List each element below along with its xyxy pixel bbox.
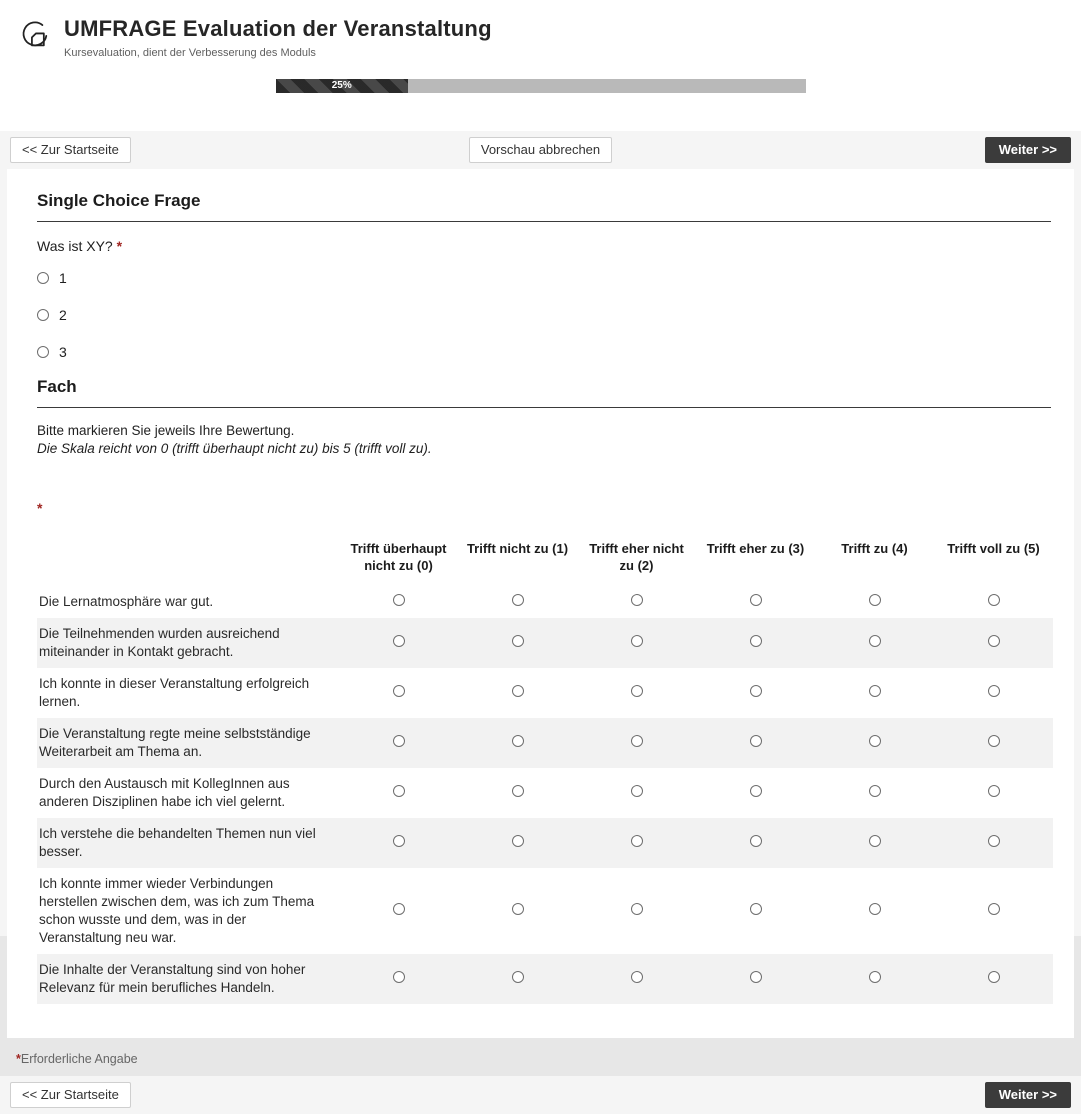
matrix-answer-cell bbox=[339, 768, 458, 818]
matrix-column-header: Trifft eher zu (3) bbox=[706, 541, 805, 556]
group-title: Single Choice Frage bbox=[37, 191, 1051, 222]
group-fach bbox=[30, 377, 1051, 1004]
matrix-row-label: Ich verstehe die behandelten Themen nun viel besser. bbox=[39, 826, 316, 859]
radio-option-row bbox=[37, 265, 1051, 291]
matrix-answer-cell bbox=[815, 768, 934, 818]
radio-button-icon[interactable] bbox=[631, 971, 643, 983]
radio-button-icon[interactable] bbox=[988, 635, 1000, 647]
required-note bbox=[0, 1038, 1081, 1076]
matrix-answer-cell bbox=[577, 586, 696, 618]
matrix-answer-cell bbox=[815, 818, 934, 868]
radio-button-icon[interactable] bbox=[37, 309, 49, 321]
radio-option-row bbox=[37, 302, 1051, 328]
matrix-answer-cell bbox=[696, 954, 815, 1004]
matrix-row-label: Die Teilnehmenden wurden ausreichend miteinander in Kontakt gebracht. bbox=[39, 626, 280, 659]
radio-button-icon[interactable] bbox=[37, 346, 49, 358]
progress-fill bbox=[276, 79, 409, 93]
radio-button-icon[interactable] bbox=[631, 594, 643, 606]
back-button[interactable]: << Zur Startseite bbox=[10, 137, 131, 163]
radio-button-icon[interactable] bbox=[631, 635, 643, 647]
matrix-row bbox=[37, 868, 1053, 954]
matrix-row bbox=[37, 768, 1053, 818]
matrix-answer-cell bbox=[458, 868, 577, 954]
radio-button-icon[interactable] bbox=[869, 594, 881, 606]
radio-button-icon[interactable] bbox=[512, 971, 524, 983]
matrix-row-label: Die Inhalte der Veranstaltung sind von hoher Relevanz für mein berufliches Handeln. bbox=[39, 962, 306, 995]
radio-button-icon[interactable] bbox=[631, 785, 643, 797]
radio-button-icon[interactable] bbox=[512, 835, 524, 847]
survey-header bbox=[0, 0, 1081, 131]
matrix-answer-cell bbox=[577, 818, 696, 868]
matrix-answer-cell bbox=[339, 586, 458, 618]
matrix-required-asterisk: * bbox=[37, 500, 43, 516]
radio-button-icon[interactable] bbox=[869, 785, 881, 797]
matrix-answer-cell bbox=[458, 618, 577, 668]
matrix-answer-cell bbox=[577, 718, 696, 768]
top-nav bbox=[0, 131, 1081, 169]
radio-button-icon[interactable] bbox=[512, 903, 524, 915]
matrix-column-header: Trifft voll zu (5) bbox=[947, 541, 1040, 556]
matrix-answer-cell bbox=[934, 818, 1053, 868]
matrix-answer-cell bbox=[339, 868, 458, 954]
radio-button-icon[interactable] bbox=[750, 971, 762, 983]
question-text-label: Was ist XY? bbox=[37, 238, 113, 254]
required-asterisk: * bbox=[16, 1052, 21, 1066]
radio-button-icon[interactable] bbox=[512, 685, 524, 697]
radio-button-icon[interactable] bbox=[512, 785, 524, 797]
cancel-preview-button[interactable]: Vorschau abbrechen bbox=[469, 137, 612, 163]
next-button-bottom[interactable]: Weiter >> bbox=[985, 1082, 1071, 1108]
page-title: UMFRAGE Evaluation der Veranstaltung bbox=[64, 16, 492, 41]
matrix-answer-cell bbox=[934, 618, 1053, 668]
matrix-answer-cell bbox=[815, 586, 934, 618]
radio-button-icon[interactable] bbox=[750, 903, 762, 915]
radio-button-icon[interactable] bbox=[631, 685, 643, 697]
rating-matrix-table bbox=[37, 530, 1053, 1004]
radio-button-icon[interactable] bbox=[988, 903, 1000, 915]
matrix-answer-cell bbox=[815, 618, 934, 668]
radio-button-icon[interactable] bbox=[988, 735, 1000, 747]
progress-label: 25% bbox=[331, 80, 352, 91]
matrix-row bbox=[37, 718, 1053, 768]
matrix-column-header: Trifft eher nicht zu (2) bbox=[589, 541, 684, 573]
matrix-answer-cell bbox=[339, 668, 458, 718]
group-description-line2: Die Skala reicht von 0 (trifft überhaupt nicht zu) bis 5 (trifft voll zu). bbox=[37, 441, 432, 456]
radio-button-icon[interactable] bbox=[631, 835, 643, 847]
matrix-answer-cell bbox=[577, 668, 696, 718]
radio-button-icon[interactable] bbox=[393, 835, 405, 847]
required-asterisk: * bbox=[116, 238, 123, 254]
matrix-answer-cell bbox=[696, 768, 815, 818]
matrix-row bbox=[37, 618, 1053, 668]
required-note-text: Erforderliche Angabe bbox=[20, 1052, 138, 1066]
question-panel bbox=[7, 169, 1074, 1038]
radio-button-icon[interactable] bbox=[750, 635, 762, 647]
group-description-line1: Bitte markieren Sie jeweils Ihre Bewertung. bbox=[37, 423, 295, 438]
page-subtitle: Kursevaluation, dient der Verbesserung des Moduls bbox=[64, 47, 316, 59]
matrix-row-label: Durch den Austausch mit KollegInnen aus anderen Disziplinen habe ich viel gelernt. bbox=[39, 776, 290, 809]
matrix-answer-cell bbox=[934, 586, 1053, 618]
radio-button-icon[interactable] bbox=[750, 835, 762, 847]
radio-button-icon[interactable] bbox=[988, 785, 1000, 797]
matrix-row bbox=[37, 818, 1053, 868]
radio-button-icon[interactable] bbox=[393, 594, 405, 606]
matrix-answer-cell bbox=[934, 768, 1053, 818]
radio-button-icon[interactable] bbox=[393, 735, 405, 747]
matrix-answer-cell bbox=[696, 668, 815, 718]
matrix-answer-cell bbox=[934, 954, 1053, 1004]
matrix-row bbox=[37, 954, 1053, 1004]
matrix-column-header: Trifft überhaupt nicht zu (0) bbox=[350, 541, 447, 573]
radio-button-icon[interactable] bbox=[631, 903, 643, 915]
radio-button-icon[interactable] bbox=[988, 685, 1000, 697]
radio-button-icon[interactable] bbox=[869, 835, 881, 847]
radio-button-icon[interactable] bbox=[512, 735, 524, 747]
matrix-row-label: Ich konnte immer wieder Verbindungen herstellen zwischen dem, was ich zum Thema schon wusste und dem, was in der Veranstaltung neu war. bbox=[39, 876, 315, 945]
matrix-answer-cell bbox=[458, 818, 577, 868]
matrix-answer-cell bbox=[458, 718, 577, 768]
matrix-answer-cell bbox=[577, 868, 696, 954]
matrix-row-label: Die Veranstaltung regte meine selbstständige Weiterarbeit am Thema an. bbox=[39, 726, 311, 759]
radio-button-icon[interactable] bbox=[393, 685, 405, 697]
radio-option-label: 1 bbox=[59, 270, 67, 286]
radio-button-icon[interactable] bbox=[37, 272, 49, 284]
radio-button-icon[interactable] bbox=[869, 971, 881, 983]
radio-button-icon[interactable] bbox=[393, 785, 405, 797]
matrix-answer-cell bbox=[458, 954, 577, 1004]
matrix-answer-cell bbox=[934, 868, 1053, 954]
matrix-answer-cell bbox=[577, 954, 696, 1004]
radio-button-icon[interactable] bbox=[750, 594, 762, 606]
radio-button-icon[interactable] bbox=[988, 971, 1000, 983]
radio-button-icon[interactable] bbox=[988, 835, 1000, 847]
back-button-bottom[interactable]: << Zur Startseite bbox=[10, 1082, 131, 1108]
radio-button-icon[interactable] bbox=[750, 785, 762, 797]
survey-logo-icon bbox=[20, 16, 50, 50]
matrix-column-header: Trifft nicht zu (1) bbox=[466, 541, 569, 556]
matrix-answer-cell bbox=[696, 618, 815, 668]
radio-button-icon[interactable] bbox=[393, 903, 405, 915]
matrix-answer-cell bbox=[934, 718, 1053, 768]
radio-button-icon[interactable] bbox=[869, 735, 881, 747]
radio-option-label: 3 bbox=[59, 344, 67, 360]
radio-button-icon[interactable] bbox=[750, 685, 762, 697]
matrix-answer-cell bbox=[815, 868, 934, 954]
group-title: Fach bbox=[37, 377, 1051, 408]
radio-button-icon[interactable] bbox=[869, 903, 881, 915]
matrix-answer-cell bbox=[339, 618, 458, 668]
radio-button-icon[interactable] bbox=[512, 594, 524, 606]
matrix-corner-cell bbox=[37, 530, 339, 586]
matrix-answer-cell bbox=[696, 718, 815, 768]
radio-button-icon[interactable] bbox=[631, 735, 643, 747]
matrix-row-label: Ich konnte in dieser Veranstaltung erfolgreich lernen. bbox=[39, 676, 310, 709]
matrix-answer-cell bbox=[815, 718, 934, 768]
matrix-answer-cell bbox=[458, 586, 577, 618]
matrix-row bbox=[37, 586, 1053, 618]
single-choice-options bbox=[30, 265, 1051, 365]
matrix-answer-cell bbox=[696, 586, 815, 618]
radio-option-row bbox=[37, 339, 1051, 365]
radio-option-label: 2 bbox=[59, 307, 67, 323]
radio-button-icon[interactable] bbox=[393, 971, 405, 983]
matrix-answer-cell bbox=[458, 768, 577, 818]
matrix-answer-cell bbox=[339, 718, 458, 768]
matrix-answer-cell bbox=[815, 954, 934, 1004]
radio-button-icon[interactable] bbox=[512, 635, 524, 647]
matrix-column-header: Trifft zu (4) bbox=[841, 541, 908, 556]
question-text bbox=[37, 238, 1051, 254]
matrix-row bbox=[37, 668, 1053, 718]
matrix-answer-cell bbox=[696, 868, 815, 954]
matrix-answer-cell bbox=[934, 668, 1053, 718]
next-button[interactable]: Weiter >> bbox=[985, 137, 1071, 163]
radio-button-icon[interactable] bbox=[393, 635, 405, 647]
matrix-header-row bbox=[37, 530, 1053, 586]
radio-button-icon[interactable] bbox=[869, 635, 881, 647]
matrix-answer-cell bbox=[577, 618, 696, 668]
matrix-answer-cell bbox=[339, 818, 458, 868]
bottom-nav bbox=[0, 1076, 1081, 1114]
matrix-answer-cell bbox=[458, 668, 577, 718]
matrix-answer-cell bbox=[577, 768, 696, 818]
radio-button-icon[interactable] bbox=[750, 735, 762, 747]
group-single-choice bbox=[30, 191, 1051, 365]
matrix-row-label: Die Lernatmosphäre war gut. bbox=[39, 594, 214, 609]
progress-bar bbox=[276, 79, 806, 93]
matrix-answer-cell bbox=[339, 954, 458, 1004]
radio-button-icon[interactable] bbox=[869, 685, 881, 697]
matrix-answer-cell bbox=[815, 668, 934, 718]
matrix-answer-cell bbox=[696, 818, 815, 868]
radio-button-icon[interactable] bbox=[988, 594, 1000, 606]
